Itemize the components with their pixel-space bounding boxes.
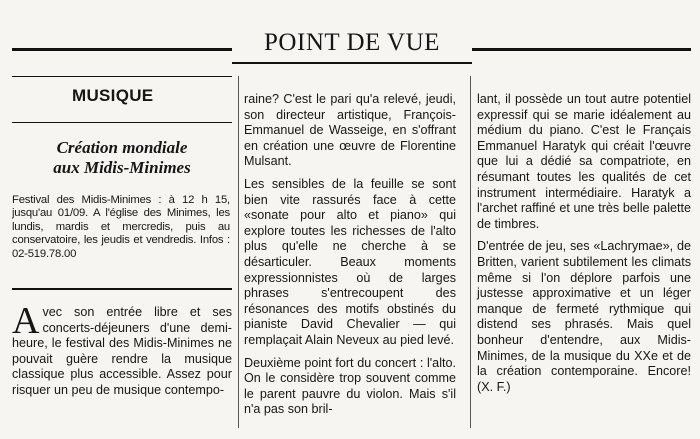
section-title: POINT DE VUE xyxy=(264,29,440,56)
column-divider-2 xyxy=(470,76,471,428)
column1-top-rule xyxy=(12,76,232,77)
column-divider-1 xyxy=(238,76,239,428)
article-column-3 xyxy=(477,92,691,395)
article-paragraph-1 xyxy=(12,300,232,399)
kicker-label: MUSIQUE xyxy=(72,86,154,105)
event-info: Festival des Midis-Minimes : à 12 h 15, jusqu'au 01/09. A l'église des Minimes, les lundis, mardis et mercredis, puis au conservatoire, les jeudis et vendredis. Infos : 02-519.78.00 xyxy=(12,194,230,260)
info-bottom-rule xyxy=(12,288,232,290)
article-paragraph-6: D'entrée de jeu, ses «Lachrymae», de Britten, varient subtilement les climats même si l'on déplore parfois une justesse approximative et un léger manque de fermeté rythmique qui distend ses phrasés. Mais quel bonheur d'entendre, aux Midis-Minimes, de la musique du XXe et de la création contemporaine. Encore! (X. F.) xyxy=(477,239,691,394)
header-rule-right xyxy=(472,48,691,51)
headline xyxy=(12,138,232,178)
kicker-rule xyxy=(12,122,232,123)
article-column-1 xyxy=(12,300,232,399)
article-paragraph-4: Deuxième point fort du concert : l'alto. On le considère trop souvent comme le parent pauvre du violon. Mais s'il n'a pas son bril- xyxy=(244,355,456,417)
header-rule-bottom xyxy=(232,62,472,64)
paragraph-1-text: vec son entrée libre et ses concerts-déjeuners d'une demi-heure, le festival des Midis-Minimes ne pouvait guère rendre la musique classique plus accessible. Assez pour risquer un peu de musique contempo- xyxy=(12,305,232,397)
article-column-2 xyxy=(244,92,456,418)
article-paragraph-2: raine? C'est le pari qu'a relevé, jeudi, son directeur artistique, François-Emmanuel de Wasseige, en s'offrant en création une œuvre de Florentine Mulsant. xyxy=(244,92,456,169)
header-rule-left xyxy=(12,48,232,51)
article-paragraph-5: lant, il possède un tout autre potentiel expressif qui se marie idéalement au médium du piano. C'est le Français Emmanuel Haratyk qui créait l'œuvre que lui a dédié sa compatriote, en résumant toutes les qualités de cet instrument intermédiaire. Haratyk a l'archet raffiné et une très belle palette de timbres. xyxy=(477,92,691,231)
headline-line-2: aux Midis-Minimes xyxy=(53,158,191,177)
headline-line-1: Création mondiale xyxy=(56,138,188,157)
article-paragraph-3: Les sensibles de la feuille se sont bien vite rassurés face à cette «sonate pour alto et piano» qui explore toutes les richesses de l'alto plus qu'elle ne cherche à se désarticuler. Beaux moments expressionnistes où de larges phrases s'entrecoupent des résonances des motifs obstinés du pianiste David Chevalier — qui remplaçait Alain Neveux au pied levé. xyxy=(244,176,456,347)
drop-cap: A xyxy=(12,300,40,342)
